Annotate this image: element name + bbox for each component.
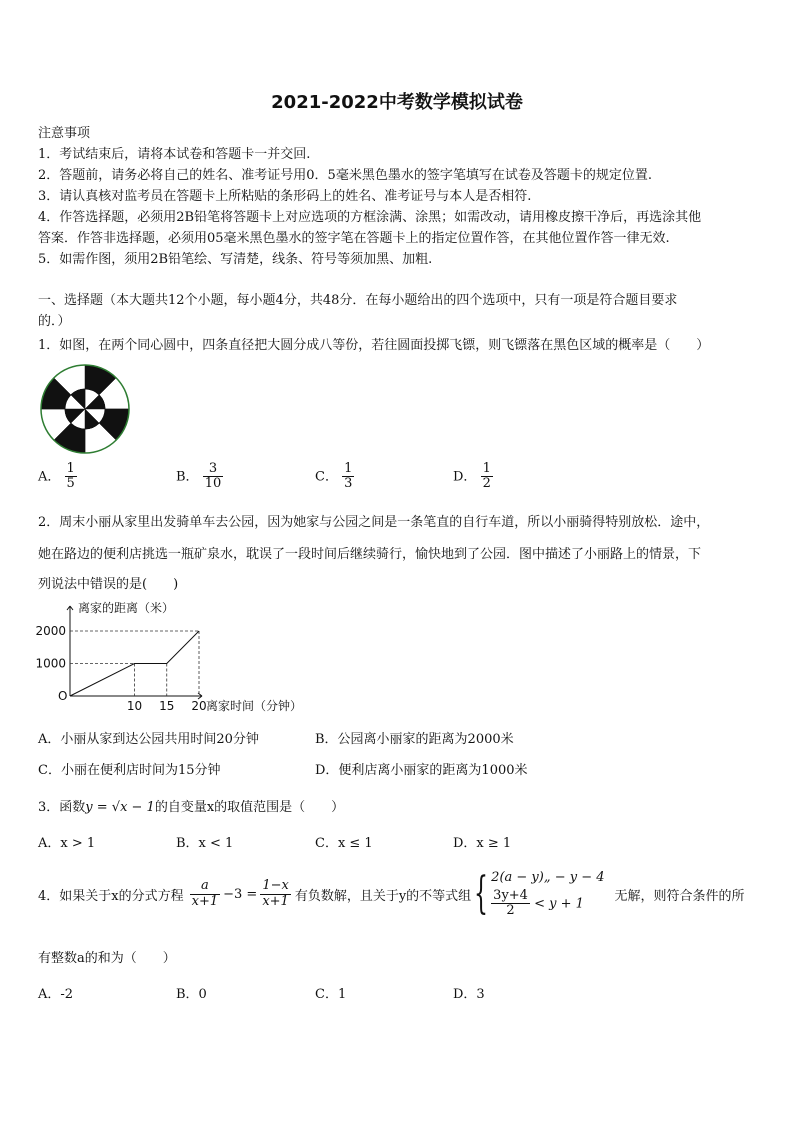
y-tick-label: 1000 xyxy=(35,656,66,671)
note-item: 2．答题前，请务必将自己的姓名、准考证号用0．5毫米黑色墨水的签字笔填写在试卷及答题卡的规定位置. xyxy=(38,168,652,183)
q2-option-a[interactable]: A．小丽从家到达公园共用时间20分钟 xyxy=(38,732,259,747)
q4-option-d[interactable]: D．3 xyxy=(453,987,485,1002)
q2-text: 列说法中错误的是( ) xyxy=(38,577,179,592)
q1-option-a[interactable]: A． $\frac{1}{5}$ xyxy=(38,461,75,492)
section-heading: 一、选择题（本大题共12个小题，每小题4分，共48分．在每小题给出的四个选项中，只有一项是符合题目要求 xyxy=(38,293,678,308)
q3-option-d[interactable]: D．x ≥ 1 xyxy=(453,836,512,851)
fraction: $\frac{1-x}{x+1}$ xyxy=(262,878,289,909)
note-item: 4．作答选择题，必须用2B铅笔将答题卡上对应选项的方框涂满、涂黑；如需改动，请用橡皮擦干净后，再选涂其他 xyxy=(38,210,702,225)
q2-option-b[interactable]: B．公园离小丽家的距离为2000米 xyxy=(315,732,514,747)
fraction: $\frac{3}{10}$ xyxy=(204,461,222,492)
q4-option-c[interactable]: C．1 xyxy=(315,987,347,1002)
fraction: $\frac{a}{x+1}$ xyxy=(191,878,219,909)
q4-option-a[interactable]: A．-2 xyxy=(38,987,74,1002)
fraction: $\frac{3y+4}{2}$ xyxy=(493,887,528,918)
y-axis-label: 离家的距离（米） xyxy=(78,601,175,615)
note-item: 3．请认真核对监考员在答题卡上所粘贴的条形码上的姓名、准考证号与本人是否相符. xyxy=(38,189,532,204)
fraction: $\frac{1}{5}$ xyxy=(66,461,75,492)
note-item: 答案．作答非选择题，必须用05毫米黑色墨水的签字笔在答题卡上的指定位置作答，在其他位置作答一律无效. xyxy=(38,231,670,246)
section-heading-cont: 的．） xyxy=(38,314,71,329)
note-item: 5．如需作图，须用2B铅笔绘、写清楚，线条、符号等须加黑、加粗. xyxy=(38,252,433,267)
x-tick-label: 15 xyxy=(159,699,175,713)
q1-option-b[interactable]: B． $\frac{3}{10}$ xyxy=(176,461,222,492)
q2-text: 她在路边的便利店挑选一瓶矿泉水，耽误了一段时间后继续骑行，愉快地到了公园．图中描述了小丽路上的情景，下 xyxy=(38,547,702,562)
distance-time-chart xyxy=(30,598,330,718)
q2-option-c[interactable]: C．小丽在便利店时间为15分钟 xyxy=(38,763,221,778)
q1-option-d[interactable]: D． $\frac{1}{2}$ xyxy=(453,461,491,492)
x-axis-label: 离家时间（分钟） xyxy=(206,699,303,713)
q3-option-a[interactable]: A．x > 1 xyxy=(38,836,96,851)
x-tick-label: 20 xyxy=(191,699,207,713)
q3-option-b[interactable]: B．x < 1 xyxy=(176,836,234,851)
dartboard-figure xyxy=(38,362,132,456)
brace-symbol: { xyxy=(474,868,489,919)
fraction: $\frac{1}{2}$ xyxy=(482,461,491,492)
q4-text: 4．如果关于x的分式方程 $\frac{a}{x+1}$ −3 = $\frac{1-x}{x+1}$ 有负数解，且关于y的不等式组 { 2(a − y)„ − y − 4 $\frac{3y+4}{2}$ < y + 1 无解，则符合条件的所 xyxy=(38,868,745,919)
q4-text-cont: 有整数a的和为（ ） xyxy=(38,951,176,966)
q1-text: 1．如图，在两个同心圆中，四条直径把大圆分成八等份，若往圆面投掷飞镖，则飞镖落在黑色区域的概率是（ ） xyxy=(38,338,710,353)
page-title: 2021-2022中考数学模拟试卷 xyxy=(271,92,523,113)
q1-option-c[interactable]: C． $\frac{1}{3}$ xyxy=(315,461,353,492)
q3-option-c[interactable]: C．x ≤ 1 xyxy=(315,836,373,851)
q4-option-b[interactable]: B．0 xyxy=(176,987,207,1002)
fraction: $\frac{1}{3}$ xyxy=(344,461,353,492)
q3-function: y = √x − 1 xyxy=(85,800,155,815)
notes-heading: 注意事项 xyxy=(38,126,91,141)
inequality-system: 2(a − y)„ − y − 4 $\frac{3y+4}{2}$ < y + 1 xyxy=(491,869,605,918)
q2-text: 2．周末小丽从家里出发骑单车去公园，因为她家与公园之间是一条笔直的自行车道，所以小丽骑得特别放松．途中， xyxy=(38,515,710,530)
y-tick-label: 2000 xyxy=(35,624,66,638)
q3-text: 3．函数y = √x − 1的自变量x的取值范围是（ ） xyxy=(38,800,345,815)
origin-label: O xyxy=(58,689,68,703)
note-item: 1．考试结束后，请将本试卷和答题卡一并交回. xyxy=(38,147,311,162)
x-tick-label: 10 xyxy=(126,699,143,713)
q2-option-d[interactable]: D．便利店离小丽家的距离为1000米 xyxy=(315,763,528,778)
